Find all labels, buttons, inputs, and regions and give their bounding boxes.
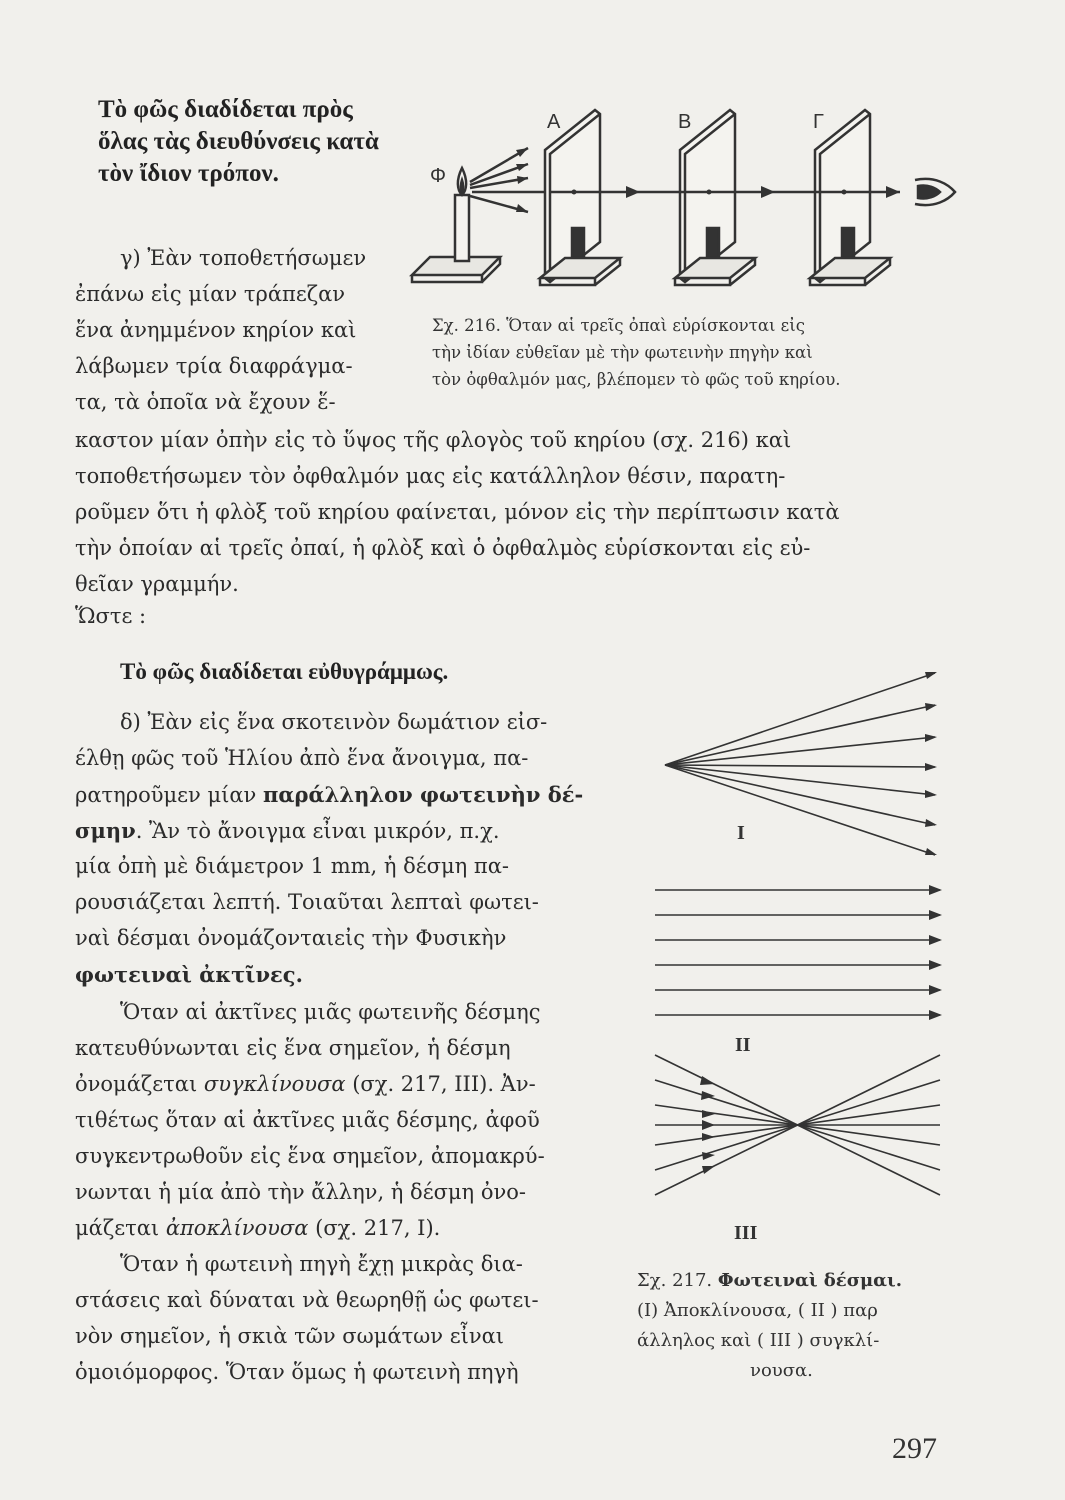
text-line: τοποθετήσωμεν τὸν ὀφθαλμόν μας εἰς κατάλληλον θέσιν, παρατη- — [75, 464, 786, 488]
heading-rectilinear: Τὸ φῶς διαδίδεται εὐθυγράμμως. — [120, 659, 449, 684]
bold-term: Φωτειναὶ δέσμαι. — [717, 1270, 903, 1291]
italic-term: συγκλίνουσα — [203, 1072, 346, 1096]
text-line — [75, 782, 583, 807]
text-segment: τιθέτως ὅταν αἱ ἀκτῖνες μιᾶς δέσμης, ἀφοῦ — [75, 1108, 540, 1132]
text-line: γ) Ἐὰν τοποθετήσωμεν — [120, 246, 367, 270]
text-line — [75, 1180, 526, 1204]
caption-216-line: τὴν ἰδίαν εὐθεῖαν μὲ τὴν φωτεινὴν πηγὴν καὶ — [432, 343, 813, 362]
text-line: Ὥστε : — [75, 604, 147, 628]
text-segment: Σχ. 217. — [637, 1270, 718, 1291]
text-line: τὴν ὁποίαν αἱ τρεῖς ὀπαί, ἡ φλὸξ καὶ ὁ ὀφθαλμὸς εὑρίσκονται εἰς εὐ- — [75, 536, 811, 560]
text-line — [75, 926, 506, 950]
heading-line: Τὸ φῶς διαδίδεται πρὸς — [98, 96, 353, 123]
text-line — [75, 818, 500, 843]
text-segment: μία ὀπὴ μὲ διάμετρον 1 mm, ἡ δέσμη πα- — [75, 854, 509, 878]
text-line: ὁμοιόμορφος. Ὅταν ὅμως ἡ φωτεινὴ πηγὴ — [75, 1360, 519, 1384]
bold-term: παράλληλον φωτεινὴν δέ- — [262, 782, 584, 807]
heading-line: τὸν ἴδιον τρόπον. — [98, 160, 279, 187]
text-segment: ὀνομάζεται — [75, 1072, 204, 1096]
caption-217-line: άλληλος καὶ ( III ) συγκλί- — [637, 1330, 880, 1351]
text-line: θεῖαν γραμμήν. — [75, 572, 239, 596]
text-segment: νωνται ἡ μία ἀπὸ τὴν ἄλλην, ἡ δέσμη ὀνο- — [75, 1180, 526, 1204]
text-line: λάβωμεν τρία διαφράγμα- — [75, 354, 353, 378]
text-line: Ὅταν ἡ φωτεινὴ πηγὴ ἔχῃ μικρὰς δια- — [120, 1252, 523, 1276]
text-line: ροῦμεν ὅτι ἡ φλὸξ τοῦ κηρίου φαίνεται, μόνον εἰς τὴν περίπτωσιν κατὰ — [75, 500, 840, 524]
label-a: Α — [547, 111, 561, 133]
text-line — [75, 1144, 545, 1168]
text-line — [75, 890, 539, 914]
page-number: 297 — [892, 1432, 937, 1465]
text-line — [75, 1036, 511, 1060]
text-line — [75, 1072, 536, 1096]
heading-line: ὅλας τὰς διευθύνσεις κατὰ — [98, 128, 379, 155]
text-segment: (σχ. 217, I). — [308, 1216, 441, 1240]
label-candle: Φ — [430, 165, 446, 187]
bold-term: φωτειναὶ ἀκτῖνες. — [75, 962, 303, 987]
text-segment: κατευθύνωνται εἰς ἕνα σημεῖον, ἡ δέσμη — [75, 1036, 511, 1060]
text-segment: . Ἂν τὸ ἄνοιγμα εἶναι μικρόν, π.χ. — [135, 819, 500, 843]
text-segment: δ) Ἐὰν εἰς ἕνα σκοτεινὸν δωμάτιον εἰσ- — [120, 710, 548, 734]
caption-217-line — [637, 1270, 902, 1291]
text-line — [75, 1216, 440, 1240]
caption-217-line: (I) Ἀποκλίνουσα, ( II ) παρ — [637, 1300, 878, 1321]
heading-light-all-directions — [98, 94, 379, 190]
text-segment: μάζεται — [75, 1216, 166, 1240]
text-segment: συγκεντρωθοῦν εἰς ἕνα σημεῖον, ἀπομακρύ- — [75, 1144, 545, 1168]
text-line — [75, 1108, 540, 1132]
italic-term: ἀποκλίνουσα — [165, 1216, 309, 1240]
text-segment: Ὅταν αἱ ἀκτῖνες μιᾶς φωτεινῆς δέσμης — [120, 1000, 541, 1024]
text-segment: (σχ. 217, III). Ἀν- — [345, 1072, 536, 1096]
text-line: καστον μίαν ὀπὴν εἰς τὸ ὕψος τῆς φλογὸς τοῦ κηρίου (σχ. 216) καὶ — [75, 428, 792, 452]
caption-216-line: τὸν ὀφθαλμόν μας, βλέπομεν τὸ φῶς τοῦ κηρίου. — [432, 370, 841, 389]
text-segment: ρουσιάζεται λεπτή. Τοιαῦται λεπταὶ φωτει- — [75, 890, 539, 914]
label-parallel: II — [735, 1034, 751, 1056]
figure-216-candle-diaphragms — [400, 100, 960, 300]
text-line: ἕνα ἀνημμένον κηρίον καὶ — [75, 318, 357, 342]
bold-term: σμην — [75, 818, 136, 843]
text-line — [75, 854, 509, 878]
label-b: Β — [678, 111, 692, 133]
label-divergent: I — [737, 822, 745, 844]
text-line: ἐπάνω εἰς μίαν τράπεζαν — [75, 282, 346, 306]
text-line: στάσεις καὶ δύναται νὰ θεωρηθῇ ὡς φωτει- — [75, 1288, 539, 1312]
text-segment: έλθῃ φῶς τοῦ Ἡλίου ἀπὸ ἕνα ἄνοιγμα, πα- — [75, 746, 529, 770]
text-line — [75, 746, 528, 770]
text-line: νὸν σημεῖον, ἡ σκιὰ τῶν σωμάτων εἶναι — [75, 1324, 505, 1348]
text-line — [120, 710, 547, 734]
text-line: τα, τὰ ὁποῖα νὰ ἔχουν ἕ- — [75, 390, 336, 414]
label-c: Γ — [813, 111, 825, 133]
text-line — [75, 962, 303, 987]
text-line — [120, 1000, 541, 1024]
caption-217-line: νουσα. — [750, 1360, 813, 1381]
caption-216-line: Σχ. 216. Ὅταν αἱ τρεῖς ὀπαὶ εὑρίσκονται εἰς — [432, 316, 805, 335]
label-convergent: III — [734, 1222, 758, 1244]
text-segment: ναὶ δέσμαι ὀνομάζονταιεἰς τὴν Φυσικὴν — [75, 926, 507, 950]
figure-217-light-beams — [645, 655, 960, 1255]
text-segment: ρατηροῦμεν μίαν — [75, 783, 263, 807]
